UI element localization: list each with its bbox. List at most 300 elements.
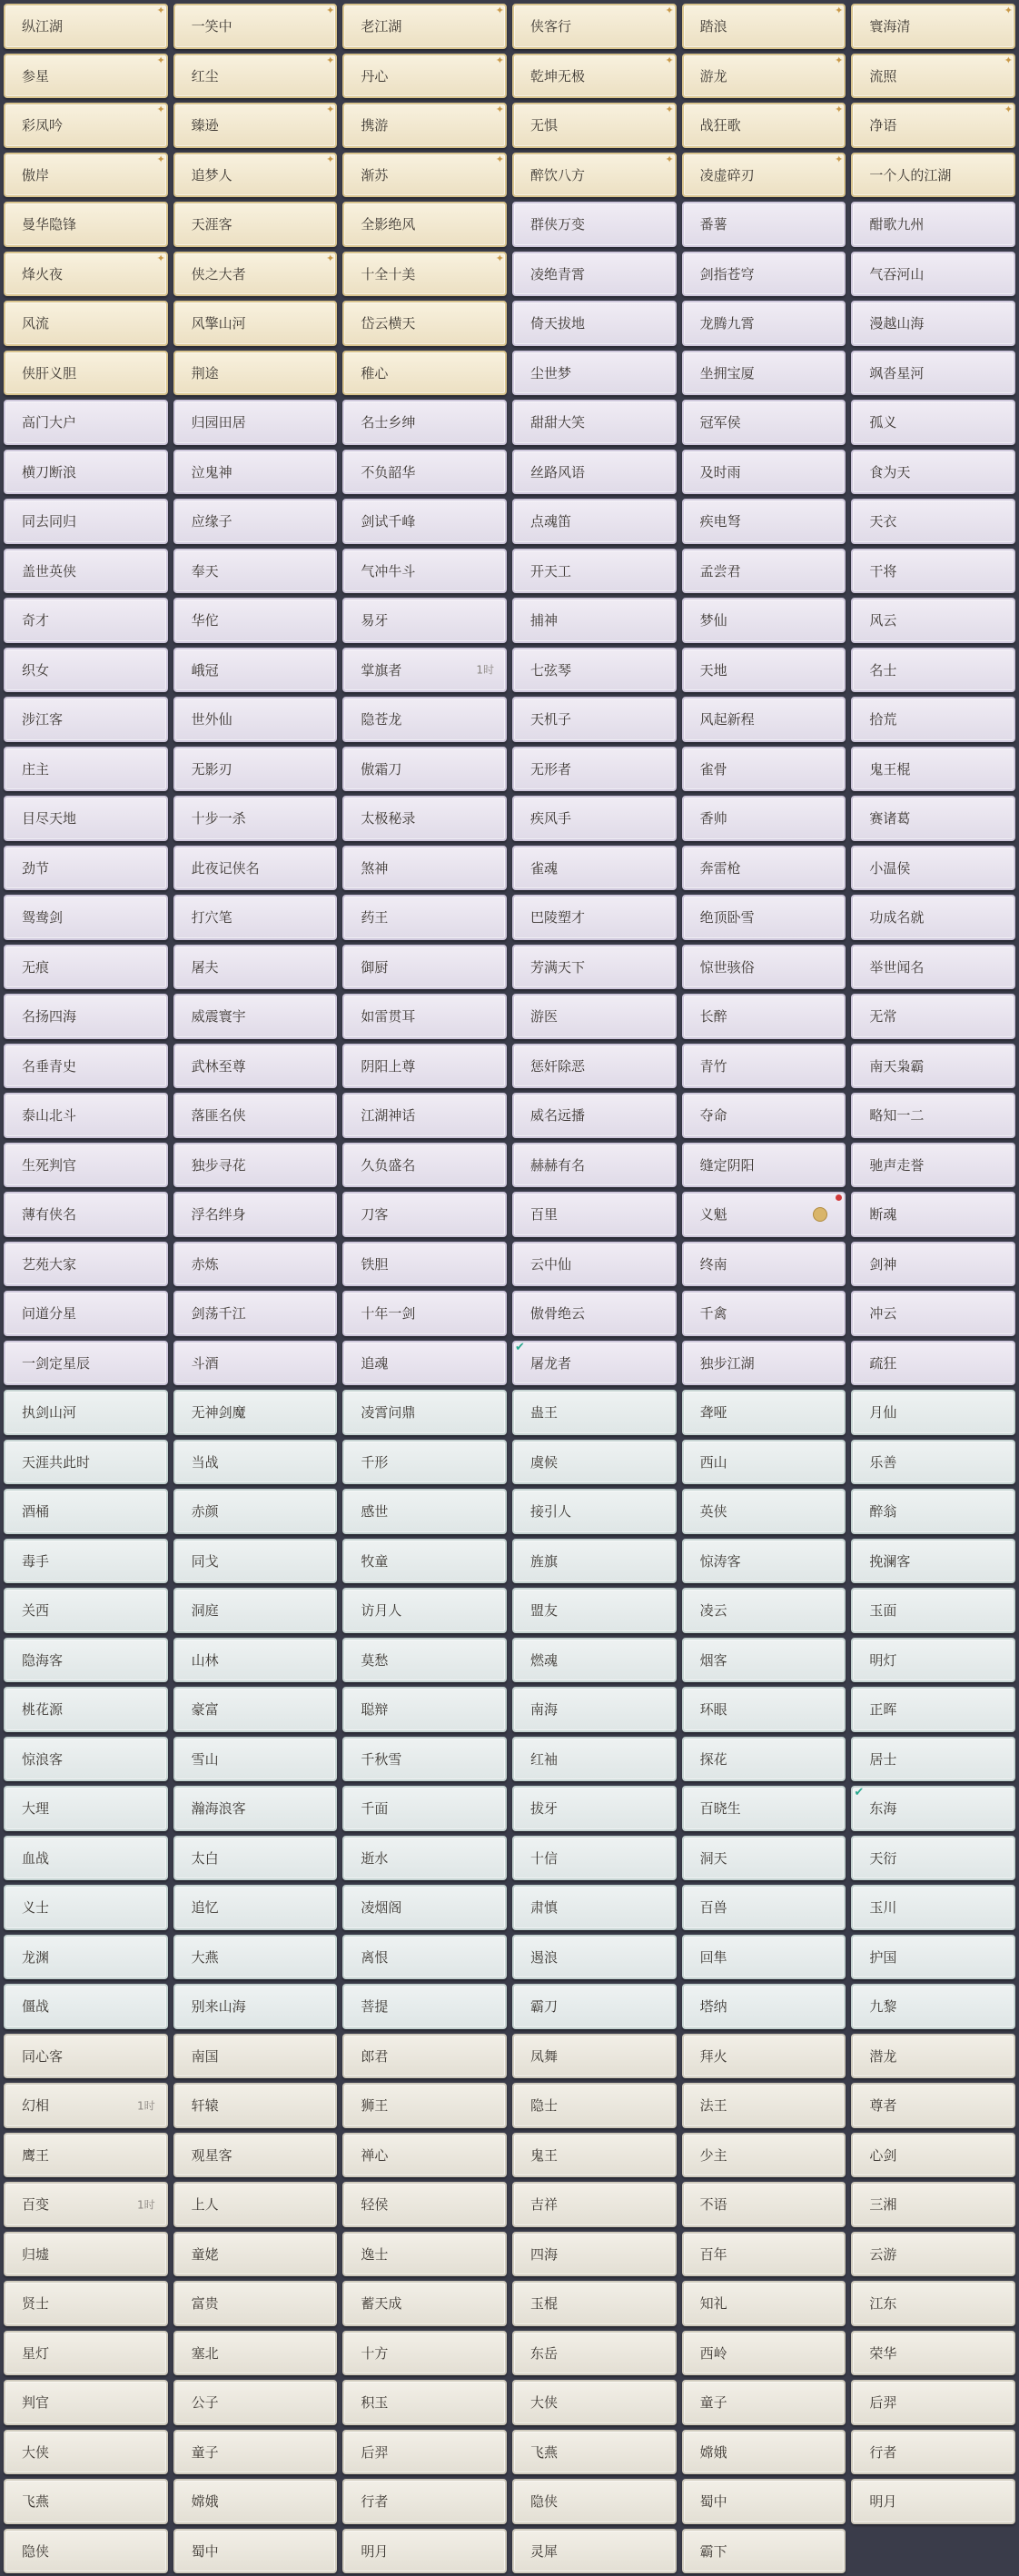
title-card[interactable]	[682, 2430, 846, 2475]
title-card[interactable]	[851, 103, 1015, 148]
title-card[interactable]	[682, 252, 846, 297]
title-card[interactable]	[851, 2331, 1015, 2376]
title-card[interactable]	[512, 1044, 677, 1089]
title-card[interactable]	[342, 351, 507, 396]
title-card[interactable]	[173, 1687, 338, 1732]
title-card[interactable]	[173, 1242, 338, 1287]
title-card[interactable]	[173, 1291, 338, 1336]
title-card[interactable]	[4, 1242, 168, 1287]
title-card[interactable]	[851, 2133, 1015, 2178]
title-card[interactable]	[173, 103, 338, 148]
title-card[interactable]	[173, 2479, 338, 2524]
title-card[interactable]	[512, 252, 677, 297]
title-card[interactable]	[173, 400, 338, 445]
title-card[interactable]	[342, 1737, 507, 1782]
title-card[interactable]	[512, 549, 677, 594]
title-card[interactable]	[342, 1935, 507, 1980]
title-card[interactable]	[342, 1984, 507, 2029]
title-card[interactable]	[342, 153, 507, 198]
title-card[interactable]	[342, 895, 507, 940]
title-card[interactable]	[4, 598, 168, 643]
title-card[interactable]	[851, 2034, 1015, 2079]
title-card[interactable]	[173, 2331, 338, 2376]
title-card[interactable]	[4, 1588, 168, 1633]
title-card[interactable]	[173, 598, 338, 643]
title-card[interactable]	[173, 747, 338, 792]
title-card[interactable]	[851, 301, 1015, 346]
title-card[interactable]	[512, 1984, 677, 2029]
title-card[interactable]	[512, 400, 677, 445]
title-card[interactable]	[851, 1786, 1015, 1831]
title-card[interactable]	[682, 1093, 846, 1138]
title-card[interactable]	[173, 1984, 338, 2029]
title-card[interactable]	[342, 4, 507, 49]
title-card[interactable]	[851, 2430, 1015, 2475]
title-card[interactable]	[4, 1935, 168, 1980]
title-card[interactable]	[173, 1440, 338, 1485]
title-card[interactable]	[851, 1935, 1015, 1980]
title-card[interactable]	[682, 1489, 846, 1534]
title-card[interactable]	[4, 648, 168, 693]
title-card[interactable]	[4, 499, 168, 544]
title-card[interactable]	[342, 2182, 507, 2227]
title-card[interactable]	[512, 1737, 677, 1782]
title-card[interactable]	[851, 1588, 1015, 1633]
title-card[interactable]	[342, 1836, 507, 1881]
title-card[interactable]	[512, 1341, 677, 1386]
title-card[interactable]	[851, 945, 1015, 990]
title-card[interactable]	[512, 796, 677, 841]
title-card[interactable]	[342, 1588, 507, 1633]
title-card[interactable]	[4, 994, 168, 1039]
title-card[interactable]	[851, 1638, 1015, 1683]
title-card[interactable]	[512, 2331, 677, 2376]
title-card[interactable]	[851, 846, 1015, 891]
title-card[interactable]	[682, 598, 846, 643]
title-card[interactable]	[173, 1588, 338, 1633]
title-card[interactable]	[4, 450, 168, 495]
title-card[interactable]	[512, 846, 677, 891]
title-card[interactable]	[342, 2083, 507, 2128]
title-card[interactable]	[682, 1687, 846, 1732]
title-card[interactable]	[4, 2331, 168, 2376]
title-card[interactable]	[173, 1638, 338, 1683]
title-card[interactable]	[173, 2529, 338, 2574]
title-card[interactable]	[682, 1588, 846, 1633]
title-card[interactable]	[4, 1440, 168, 1485]
title-card[interactable]	[173, 2430, 338, 2475]
title-card[interactable]	[851, 2281, 1015, 2326]
title-card[interactable]	[851, 1390, 1015, 1435]
title-card[interactable]	[851, 153, 1015, 198]
title-card[interactable]	[342, 1885, 507, 1930]
title-card[interactable]	[682, 945, 846, 990]
title-card[interactable]	[4, 1737, 168, 1782]
title-card[interactable]	[4, 153, 168, 198]
title-card[interactable]	[682, 2133, 846, 2178]
title-card[interactable]	[682, 1192, 846, 1237]
title-card[interactable]	[342, 2479, 507, 2524]
title-card[interactable]	[851, 54, 1015, 99]
title-card[interactable]	[4, 1093, 168, 1138]
title-card[interactable]	[173, 1143, 338, 1188]
title-card[interactable]	[173, 1935, 338, 1980]
title-card[interactable]	[851, 796, 1015, 841]
title-card[interactable]	[342, 252, 507, 297]
title-card[interactable]	[4, 1786, 168, 1831]
title-card[interactable]	[682, 1638, 846, 1683]
title-card[interactable]	[851, 1143, 1015, 1188]
title-card[interactable]	[512, 648, 677, 693]
title-card[interactable]	[342, 945, 507, 990]
title-card[interactable]	[851, 2380, 1015, 2425]
title-card[interactable]	[4, 301, 168, 346]
title-card[interactable]	[851, 2182, 1015, 2227]
title-card[interactable]	[851, 1836, 1015, 1881]
title-card[interactable]	[682, 54, 846, 99]
title-card[interactable]	[4, 1489, 168, 1534]
title-card[interactable]	[682, 2182, 846, 2227]
title-card[interactable]	[851, 1489, 1015, 1534]
title-card[interactable]	[682, 499, 846, 544]
title-card[interactable]	[342, 1440, 507, 1485]
title-card[interactable]	[512, 54, 677, 99]
title-card[interactable]	[173, 450, 338, 495]
title-card[interactable]	[682, 450, 846, 495]
title-card[interactable]	[4, 1885, 168, 1930]
title-card[interactable]	[173, 846, 338, 891]
title-card[interactable]	[682, 549, 846, 594]
title-card[interactable]	[342, 697, 507, 742]
title-card[interactable]	[682, 1044, 846, 1089]
title-card[interactable]	[851, 1242, 1015, 1287]
title-card[interactable]	[173, 153, 338, 198]
title-card[interactable]	[512, 1687, 677, 1732]
title-card[interactable]	[173, 2083, 338, 2128]
title-card[interactable]	[4, 1192, 168, 1237]
title-card[interactable]	[851, 252, 1015, 297]
title-card[interactable]	[512, 697, 677, 742]
title-card[interactable]	[4, 54, 168, 99]
title-card[interactable]	[851, 1044, 1015, 1089]
title-card[interactable]	[851, 351, 1015, 396]
title-card[interactable]	[342, 1291, 507, 1336]
title-card[interactable]	[342, 54, 507, 99]
title-card[interactable]	[4, 796, 168, 841]
title-card[interactable]	[342, 2133, 507, 2178]
title-card[interactable]	[512, 747, 677, 792]
title-card[interactable]	[682, 1291, 846, 1336]
title-card[interactable]	[173, 648, 338, 693]
title-card[interactable]	[173, 202, 338, 247]
title-card[interactable]	[4, 103, 168, 148]
title-card[interactable]	[851, 1291, 1015, 1336]
title-card[interactable]	[512, 351, 677, 396]
title-card[interactable]	[851, 549, 1015, 594]
title-card[interactable]	[851, 202, 1015, 247]
title-card[interactable]	[512, 895, 677, 940]
title-card[interactable]	[851, 1440, 1015, 1485]
title-card[interactable]	[512, 2083, 677, 2128]
title-card[interactable]	[851, 697, 1015, 742]
title-card[interactable]	[342, 499, 507, 544]
title-card[interactable]	[512, 301, 677, 346]
title-card[interactable]	[173, 1093, 338, 1138]
title-card[interactable]	[173, 1044, 338, 1089]
title-card[interactable]	[4, 846, 168, 891]
title-card[interactable]	[173, 1737, 338, 1782]
title-card[interactable]	[512, 1291, 677, 1336]
title-card[interactable]	[851, 2479, 1015, 2524]
title-card[interactable]	[4, 2479, 168, 2524]
title-card[interactable]	[342, 2331, 507, 2376]
title-card[interactable]	[512, 499, 677, 544]
title-card[interactable]	[512, 2430, 677, 2475]
title-card[interactable]	[4, 945, 168, 990]
title-card[interactable]	[4, 549, 168, 594]
title-card[interactable]	[851, 4, 1015, 49]
title-card[interactable]	[173, 1192, 338, 1237]
title-card[interactable]	[4, 2529, 168, 2574]
title-card[interactable]	[173, 2281, 338, 2326]
title-card[interactable]	[4, 1638, 168, 1683]
title-card[interactable]	[173, 2133, 338, 2178]
title-card[interactable]	[342, 1242, 507, 1287]
title-card[interactable]	[851, 1687, 1015, 1732]
title-card[interactable]	[682, 697, 846, 742]
title-card[interactable]	[342, 1786, 507, 1831]
title-card[interactable]	[173, 252, 338, 297]
title-card[interactable]	[512, 1786, 677, 1831]
title-card[interactable]	[4, 2034, 168, 2079]
title-card[interactable]	[342, 2232, 507, 2277]
title-card[interactable]	[342, 747, 507, 792]
title-card[interactable]	[173, 1489, 338, 1534]
title-card[interactable]	[173, 1341, 338, 1386]
title-card[interactable]	[342, 1539, 507, 1584]
title-card[interactable]	[512, 153, 677, 198]
title-card[interactable]	[682, 2281, 846, 2326]
title-card[interactable]	[173, 945, 338, 990]
title-card[interactable]	[682, 2034, 846, 2079]
title-card[interactable]	[4, 2430, 168, 2475]
title-card[interactable]	[512, 2380, 677, 2425]
title-card[interactable]	[682, 846, 846, 891]
title-card[interactable]	[342, 549, 507, 594]
title-card[interactable]	[851, 895, 1015, 940]
title-card[interactable]	[173, 4, 338, 49]
title-card[interactable]	[342, 1390, 507, 1435]
title-card[interactable]	[173, 54, 338, 99]
title-card[interactable]	[512, 2281, 677, 2326]
title-card[interactable]	[342, 1044, 507, 1089]
title-card[interactable]	[173, 1786, 338, 1831]
title-card[interactable]	[682, 103, 846, 148]
title-card[interactable]	[851, 994, 1015, 1039]
title-card[interactable]	[4, 747, 168, 792]
title-card[interactable]	[173, 549, 338, 594]
title-card[interactable]	[4, 2133, 168, 2178]
title-card[interactable]	[682, 153, 846, 198]
title-card[interactable]	[851, 1192, 1015, 1237]
title-card[interactable]	[682, 351, 846, 396]
title-card[interactable]	[4, 252, 168, 297]
title-card[interactable]	[342, 1093, 507, 1138]
title-card[interactable]	[173, 301, 338, 346]
title-card[interactable]	[342, 1192, 507, 1237]
title-card[interactable]	[342, 2529, 507, 2574]
title-card[interactable]	[4, 895, 168, 940]
title-card[interactable]	[512, 450, 677, 495]
title-card[interactable]	[173, 1539, 338, 1584]
title-card[interactable]	[851, 747, 1015, 792]
title-card[interactable]	[682, 2331, 846, 2376]
title-card[interactable]	[851, 1341, 1015, 1386]
title-card[interactable]	[342, 2430, 507, 2475]
title-card[interactable]	[342, 400, 507, 445]
title-card[interactable]	[342, 1341, 507, 1386]
title-card[interactable]	[4, 1291, 168, 1336]
title-card[interactable]	[4, 400, 168, 445]
title-card[interactable]	[851, 1539, 1015, 1584]
title-card[interactable]	[851, 2232, 1015, 2277]
title-card[interactable]	[682, 2380, 846, 2425]
title-card[interactable]	[512, 1192, 677, 1237]
title-card[interactable]	[4, 2380, 168, 2425]
title-card[interactable]	[851, 400, 1015, 445]
title-card[interactable]	[682, 1143, 846, 1188]
title-card[interactable]	[173, 697, 338, 742]
title-card[interactable]	[851, 1737, 1015, 1782]
title-card[interactable]	[173, 499, 338, 544]
title-card[interactable]	[4, 1539, 168, 1584]
title-card[interactable]	[682, 1786, 846, 1831]
title-card[interactable]	[682, 2529, 846, 2574]
title-card[interactable]	[512, 2479, 677, 2524]
title-card[interactable]	[682, 1885, 846, 1930]
title-card[interactable]	[682, 1984, 846, 2029]
title-card[interactable]	[342, 2281, 507, 2326]
title-card[interactable]	[342, 2034, 507, 2079]
title-card[interactable]	[173, 1836, 338, 1881]
title-card[interactable]	[512, 1836, 677, 1881]
title-card[interactable]	[682, 895, 846, 940]
title-card[interactable]	[682, 796, 846, 841]
title-card[interactable]	[4, 1687, 168, 1732]
title-card[interactable]	[512, 103, 677, 148]
title-card[interactable]	[4, 1984, 168, 2029]
title-card[interactable]	[682, 1737, 846, 1782]
title-card[interactable]	[173, 2380, 338, 2425]
title-card[interactable]	[4, 2083, 168, 2128]
title-card[interactable]	[512, 2182, 677, 2227]
title-card[interactable]	[512, 1885, 677, 1930]
title-card[interactable]	[512, 2133, 677, 2178]
title-card[interactable]	[682, 1539, 846, 1584]
title-card[interactable]	[4, 1390, 168, 1435]
title-card[interactable]	[173, 2182, 338, 2227]
title-card[interactable]	[342, 994, 507, 1039]
title-card[interactable]	[851, 2083, 1015, 2128]
title-card[interactable]	[342, 796, 507, 841]
title-card[interactable]	[512, 2034, 677, 2079]
title-card[interactable]	[512, 1440, 677, 1485]
title-card[interactable]	[342, 301, 507, 346]
title-card[interactable]	[4, 2182, 168, 2227]
title-card[interactable]	[851, 1885, 1015, 1930]
title-card[interactable]	[342, 1687, 507, 1732]
title-card[interactable]	[4, 1341, 168, 1386]
title-card[interactable]	[682, 202, 846, 247]
title-card[interactable]	[342, 1638, 507, 1683]
title-card[interactable]	[512, 994, 677, 1039]
title-card[interactable]	[512, 1093, 677, 1138]
title-card[interactable]	[342, 598, 507, 643]
title-card[interactable]	[682, 648, 846, 693]
title-card[interactable]	[342, 450, 507, 495]
title-card[interactable]	[342, 103, 507, 148]
title-card[interactable]	[682, 2232, 846, 2277]
title-card[interactable]	[173, 994, 338, 1039]
title-card[interactable]	[512, 1390, 677, 1435]
title-card[interactable]	[4, 202, 168, 247]
title-card[interactable]	[4, 351, 168, 396]
title-card[interactable]	[682, 1341, 846, 1386]
title-card[interactable]	[512, 4, 677, 49]
title-card[interactable]	[682, 994, 846, 1039]
title-card[interactable]	[173, 796, 338, 841]
title-card[interactable]	[512, 202, 677, 247]
title-card[interactable]	[682, 2083, 846, 2128]
title-card[interactable]	[4, 697, 168, 742]
title-card[interactable]	[851, 648, 1015, 693]
title-card[interactable]	[851, 1984, 1015, 2029]
title-card[interactable]	[173, 1885, 338, 1930]
title-card[interactable]	[851, 598, 1015, 643]
title-card[interactable]	[682, 4, 846, 49]
title-card[interactable]	[4, 2281, 168, 2326]
title-card[interactable]	[682, 1836, 846, 1881]
title-card[interactable]	[342, 2380, 507, 2425]
title-card[interactable]	[682, 400, 846, 445]
title-card[interactable]	[512, 1539, 677, 1584]
title-card[interactable]	[173, 351, 338, 396]
title-card[interactable]	[682, 301, 846, 346]
title-card[interactable]	[173, 895, 338, 940]
title-card[interactable]	[4, 4, 168, 49]
title-card[interactable]	[851, 499, 1015, 544]
title-card[interactable]	[682, 1935, 846, 1980]
title-card[interactable]	[4, 1044, 168, 1089]
title-card[interactable]	[512, 2232, 677, 2277]
title-card[interactable]	[512, 1935, 677, 1980]
title-card[interactable]	[512, 1489, 677, 1534]
title-card[interactable]	[4, 1836, 168, 1881]
title-card[interactable]	[682, 1390, 846, 1435]
title-card[interactable]	[342, 1143, 507, 1188]
title-card[interactable]	[173, 1390, 338, 1435]
title-card[interactable]	[342, 1489, 507, 1534]
title-card[interactable]	[342, 648, 507, 693]
title-card[interactable]	[512, 945, 677, 990]
title-card[interactable]	[342, 202, 507, 247]
title-card[interactable]	[682, 2479, 846, 2524]
title-card[interactable]	[512, 1143, 677, 1188]
title-card[interactable]	[173, 2034, 338, 2079]
title-card[interactable]	[512, 1588, 677, 1633]
title-card[interactable]	[682, 1242, 846, 1287]
title-card[interactable]	[512, 598, 677, 643]
